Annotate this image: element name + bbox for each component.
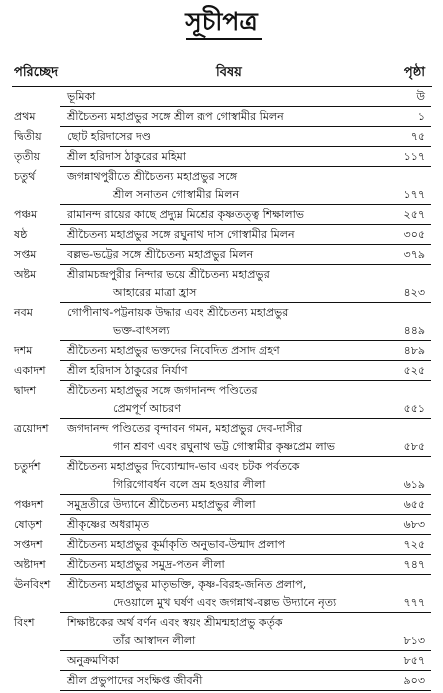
chapter-label: নবম [14, 306, 33, 319]
page-number: ৯০৩ [403, 674, 425, 687]
page-number: ৭৫ [410, 130, 425, 143]
toc-line [0, 614, 443, 632]
chapter-label: প্রথম [14, 110, 36, 123]
page-number: ৪২৩ [403, 286, 425, 299]
entry-subject: প্রেমপূর্ণ আচরণ [113, 402, 181, 415]
entry-subject: সমুদ্রতীরে উদ্যানে শ্রীচৈতন্য মহাপ্রভুর লীলা [67, 498, 256, 511]
chapter-label: চতুর্থ [14, 170, 36, 183]
header-subject: বিষয় [216, 65, 242, 80]
toc-line [0, 304, 443, 322]
entry-subject: শ্রীচৈতন্য মহাপ্রভুর সঙ্গে শ্রীল রূপ গোস্বামীর মিলন [67, 110, 284, 123]
page-number: ৫৫১ [403, 402, 425, 415]
header-chapter: পরিচ্ছেদ [14, 65, 59, 80]
toc-line [0, 342, 443, 360]
page-number: ১৭৭ [403, 188, 425, 201]
page-number: ৭৭৭ [403, 596, 425, 609]
page-title: সূচীপত্র [185, 7, 258, 36]
toc-line [0, 206, 443, 224]
entry-subject: গান শ্রবণ এবং রঘুনাথ ভট্ট গোস্বামীর কৃষ্ণপ্রেম লাভ [113, 440, 335, 453]
entry-subject: শ্রীকৃষ্ণের অধরামৃত [67, 518, 149, 531]
toc-line [0, 632, 443, 650]
toc-line [0, 400, 443, 418]
header-divider [12, 86, 432, 87]
toc-line [0, 246, 443, 264]
page-number: ৭৪৭ [403, 558, 425, 571]
toc-line [0, 652, 443, 670]
toc-line [0, 108, 443, 126]
chapter-label: সপ্তদশ [14, 538, 43, 551]
toc-line [0, 672, 443, 690]
chapter-label: দ্বিতীয় [14, 130, 42, 143]
page-number: ৪৪৯ [403, 324, 425, 337]
entry-subject: শ্রীল সনাতন গোস্বামীর মিলন [113, 188, 240, 201]
chapter-label: চতুর্দশ [14, 460, 41, 473]
chapter-label: দ্বাদশ [14, 384, 37, 397]
page-number: ২৫৭ [403, 208, 425, 221]
chapter-label: সপ্তম [14, 248, 37, 261]
page-number: ১১৭ [403, 150, 425, 163]
toc-line [0, 284, 443, 302]
entry-subject: ভক্ত-বাৎসল্য [113, 324, 170, 337]
header-page: পৃষ্ঠা [403, 65, 425, 80]
entry-subject: শ্রীল প্রভুপাদের সংক্ষিপ্ত জীবনী [67, 674, 203, 687]
page-number: ৪৮৯ [403, 344, 425, 357]
entry-subject: শ্রীচৈতন্য মহাপ্রভুর মাতৃভক্তি, কৃষ্ণ-বিরহ-জনিত প্রলাপ, [67, 578, 307, 591]
page-number: ৫৮৫ [403, 440, 425, 453]
chapter-label: ঊনবিংশ [14, 578, 51, 591]
chapter-label: তৃতীয় [14, 150, 41, 163]
chapter-label: অষ্টাদশ [14, 558, 46, 571]
page-number: ১ [417, 110, 425, 123]
toc-line [0, 382, 443, 400]
entry-subject: শ্রীচৈতন্য মহাপ্রভুর সমুদ্র-পতন লীলা [67, 558, 225, 571]
page-number: ৫২৫ [403, 364, 425, 377]
page-number: উ [416, 90, 425, 103]
toc-line [0, 458, 443, 476]
entry-subject: শ্রীল হরিদাস ঠাকুরের নির্যাণ [67, 364, 188, 377]
toc-line [0, 594, 443, 612]
chapter-label: ষষ্ঠ [14, 228, 28, 241]
toc-line [0, 186, 443, 204]
entry-subject: দেওয়ালে মুখ ঘর্ষণ এবং জগন্নাথ-বল্লভ উদ্যানে নৃত্য [113, 596, 337, 609]
toc-line [0, 536, 443, 554]
page-number: ৮১৩ [403, 634, 425, 647]
toc-line [0, 476, 443, 494]
page-number: ৬৫৫ [403, 498, 425, 511]
entry-subject: শ্রীচৈতন্য মহাপ্রভুর সঙ্গে রঘুনাথ দাস গোস্বামীর মিলন [67, 228, 295, 241]
chapter-label: অষ্টম [14, 268, 37, 281]
toc-entries [0, 88, 443, 692]
chapter-label: একাদশ [14, 364, 46, 377]
toc-line [0, 420, 443, 438]
entry-subject: জগন্নাথপুরীতে শ্রীচৈতন্য মহাপ্রভুর সঙ্গে [67, 170, 237, 183]
toc-line [0, 128, 443, 146]
entry-subject: বল্লভ-ভট্টের সঙ্গে শ্রীচৈতন্য মহাপ্রভুর মিলন [67, 248, 254, 261]
chapter-label: বিংশ [14, 616, 35, 629]
toc-line [0, 362, 443, 380]
page-number: ৬১৯ [403, 478, 425, 491]
page-number: ৩৭৯ [403, 248, 425, 261]
chapter-label: পঞ্চদশ [14, 498, 44, 511]
row-divider [0, 690, 443, 692]
entry-subject: শ্রীচৈতন্য মহাপ্রভুর দিব্যোন্মাদ-ভাব এবং চটক পর্বতকে [67, 460, 300, 473]
toc-line [0, 576, 443, 594]
entry-subject: আহারের মাত্রা হ্রাস [113, 286, 197, 299]
toc-line [0, 516, 443, 534]
chapter-label: ত্রয়োদশ [14, 422, 49, 435]
page-number: ৭২৫ [403, 538, 425, 551]
chapter-label: ষোড়শ [14, 518, 43, 531]
toc-line [0, 266, 443, 284]
entry-subject: ভূমিকা [67, 90, 96, 103]
page-number: ৩০৫ [403, 228, 425, 241]
entry-subject: শ্রীল হরিদাস ঠাকুরের মহিমা [67, 150, 186, 163]
toc-line [0, 148, 443, 166]
entry-subject: জগদানন্দ পণ্ডিতের বৃন্দাবন গমন, মহাপ্রভুর দেব-দাসীর [67, 422, 303, 435]
page-number: ৮৫৭ [403, 654, 425, 667]
chapter-label: দশম [14, 344, 33, 357]
toc-line [0, 88, 443, 106]
entry-subject: গোপীনাথ-পট্টনায়ক উদ্ধার এবং শ্রীচৈতন্য মহাপ্রভুর [67, 306, 289, 319]
toc-line [0, 168, 443, 186]
toc-line [0, 438, 443, 456]
entry-subject: ছোট হরিদাসের দণ্ড [67, 130, 152, 143]
chapter-label: পঞ্চম [14, 208, 38, 221]
entry-subject: শ্রীচৈতন্য মহাপ্রভুর ভক্তদের নিবেদিত প্রসাদ গ্রহণ [67, 344, 280, 357]
page-number: ৬৮৩ [403, 518, 425, 531]
toc-line [0, 496, 443, 514]
entry-subject: অনুক্রমণিকা [67, 654, 120, 667]
entry-subject: তাঁর আস্বাদন লীলা [113, 634, 196, 647]
toc-line [0, 322, 443, 340]
entry-subject: শিক্ষাষ্টকের অর্থ বর্ণন এবং স্বয়ং শ্রীমন্মহাপ্রভু কর্তৃক [67, 616, 283, 629]
entry-subject: শ্রীচৈতন্য মহাপ্রভুর সঙ্গে জগদানন্দ পণ্ডিতের [67, 384, 258, 397]
entry-subject: শ্রীরামচন্দ্রপুরীর নিন্দার ভয়ে শ্রীচৈতন্য মহাপ্রভুর [67, 268, 270, 281]
entry-subject: গিরিগোবর্ধন বলে ভ্রম হওয়ার লীলা [113, 478, 266, 491]
title-underline [186, 38, 262, 40]
toc-line [0, 226, 443, 244]
toc-line [0, 556, 443, 574]
entry-subject: শ্রীচৈতন্য মহাপ্রভুর কূর্মাকৃতি অনুভাব-উন্মাদ প্রলাপ [67, 538, 286, 551]
entry-subject: রামানন্দ রায়ের কাছে প্রদ্যুম্ন মিশ্রের কৃষ্ণতত্ত্ব শিক্ষালাভ [67, 208, 304, 221]
